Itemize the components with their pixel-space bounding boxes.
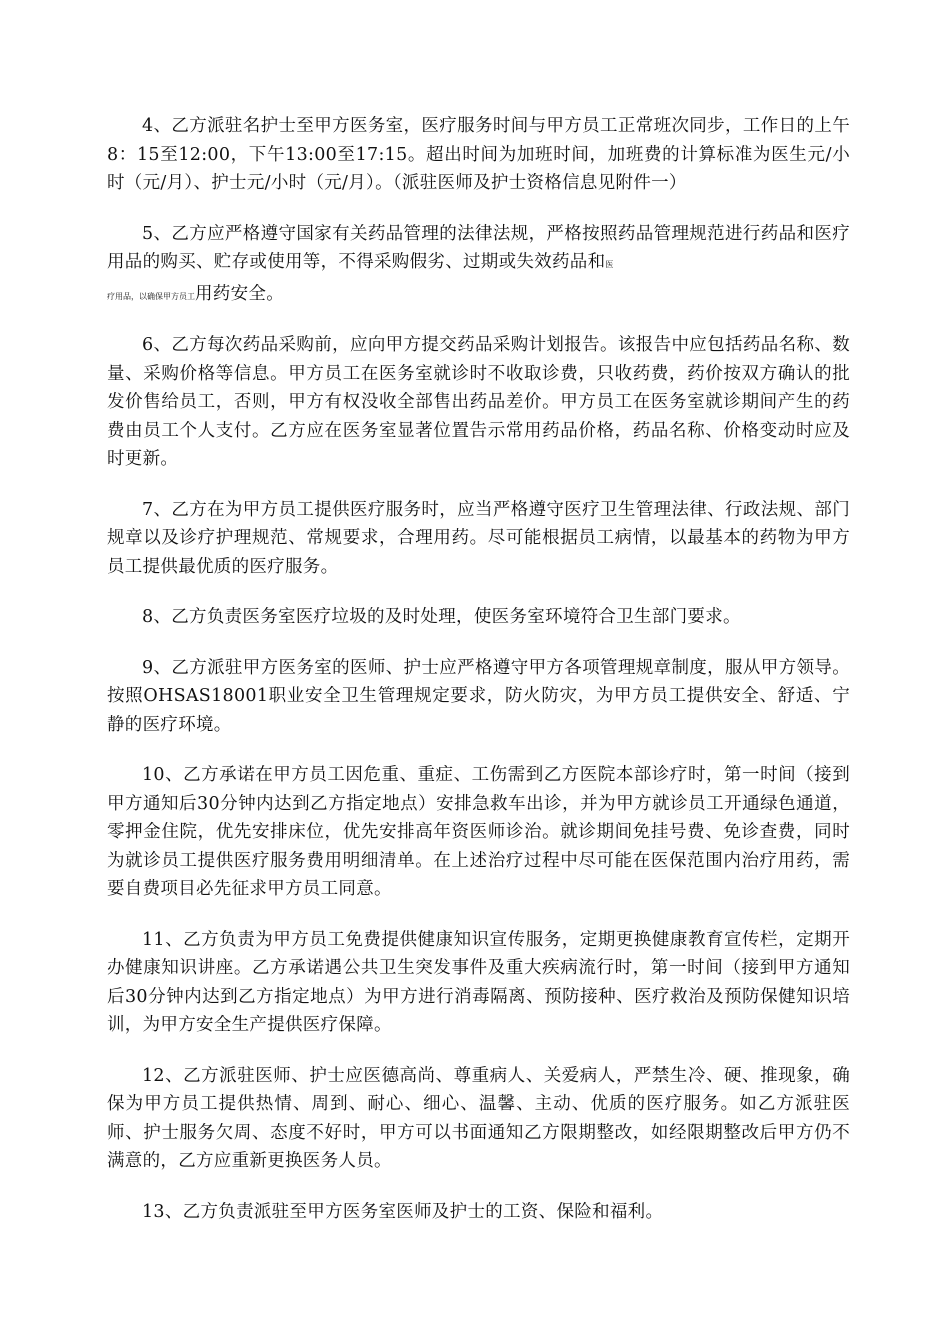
clause-5 xyxy=(107,220,850,312)
clause-11: 11、乙方负责为甲方员工免费提供健康知识宣传服务，定期更换健康教育宣传栏，定期开办健康知识讲座。乙方承诺遇公共卫生突发事件及重大疾病流行时，第一时间（接到甲方通知后30分钟内达到乙方指定地点）为甲方进行消毒隔离、预防接种、医疗救治及预防保健知识培训，为甲方安全生产提供医疗保障。 xyxy=(107,929,850,1035)
clause-5-text: 5、乙方应严格遵守国家有关药品管理的法律法规，严格按照药品管理规范进行药品和医疗用品的购买、贮存或使用等，不得采购假劣、过期或失效药品和 xyxy=(107,223,850,272)
clause-13: 13、乙方负责派驻至甲方医务室医师及护士的工资、保险和福利。 xyxy=(142,1201,664,1222)
clause-4: 4、乙方派驻名护士至甲方医务室，医疗服务时间与甲方员工正常班次同步，工作日的上午8：15至12:00，下午13:00至17:15。超出时间为加班时间，加班费的计算标准为医生元/小时（元/月）、护士元/小时（元/月）。（派驻医师及护士资格信息见附件一） xyxy=(107,116,850,193)
clause-10: 10、乙方承诺在甲方员工因危重、重症、工伤需到乙方医院本部诊疗时，第一时间（接到甲方通知后30分钟内达到乙方指定地点）安排急救车出诊，并为甲方就诊员工开通绿色通道，零押金住院，优先安排床位，优先安排高年资医师诊治。就诊期间免挂号费、免诊查费，同时为就诊员工提供医疗服务费用明细清单。在上述治疗过程中尽可能在医保范围内治疗用药，需要自费项目必先征求甲方员工同意。 xyxy=(107,765,850,899)
document-page xyxy=(107,112,850,1248)
clause-8: 8、乙方负责医务室医疗垃圾的及时处理，使医务室环境符合卫生部门要求。 xyxy=(142,607,741,627)
clause-5-small-print-1: 医 xyxy=(605,260,614,269)
clause-5-text-end: 用药安全。 xyxy=(195,283,284,304)
clause-9: 9、乙方派驻甲方医务室的医师、护士应严格遵守甲方各项管理规章制度，服从甲方领导。按照OHSAS18001职业安全卫生管理规定要求，防火防灾，为甲方员工提供安全、舒适、宁静的医疗环境。 xyxy=(107,657,850,735)
clause-6: 6、乙方每次药品采购前，应向甲方提交药品采购计划报告。该报告中应包括药品名称、数量、采购价格等信息。甲方员工在医务室就诊时不收取诊费，只收药费，药价按双方确认的批发价售给员工，否则，甲方有权没收全部售出药品差价。甲方员工在医务室就诊期间产生的药费由员工个人支付。乙方应在医务室显著位置告示常用药品价格，药品名称、价格变动时应及时更新。 xyxy=(107,335,850,469)
clause-12: 12、乙方派驻医师、护士应医德高尚、尊重病人、关爱病人，严禁生冷、硬、推现象，确保为甲方员工提供热情、周到、耐心、细心、温馨、主动、优质的医疗服务。如乙方派驻医师、护士服务欠周、态度不好时，甲方可以书面通知乙方限期整改，如经限期整改后甲方仍不满意的，乙方应重新更换医务人员。 xyxy=(107,1065,850,1171)
clause-5-small-print-2: 疗用品，以确保甲方员工 xyxy=(107,291,195,301)
clause-7: 7、乙方在为甲方员工提供医疗服务时，应当严格遵守医疗卫生管理法律、行政法规、部门规章以及诊疗护理规范、常规要求，合理用药。尽可能根据员工病情，以最基本的药物为甲方员工提供最优质的医疗服务。 xyxy=(107,499,850,577)
